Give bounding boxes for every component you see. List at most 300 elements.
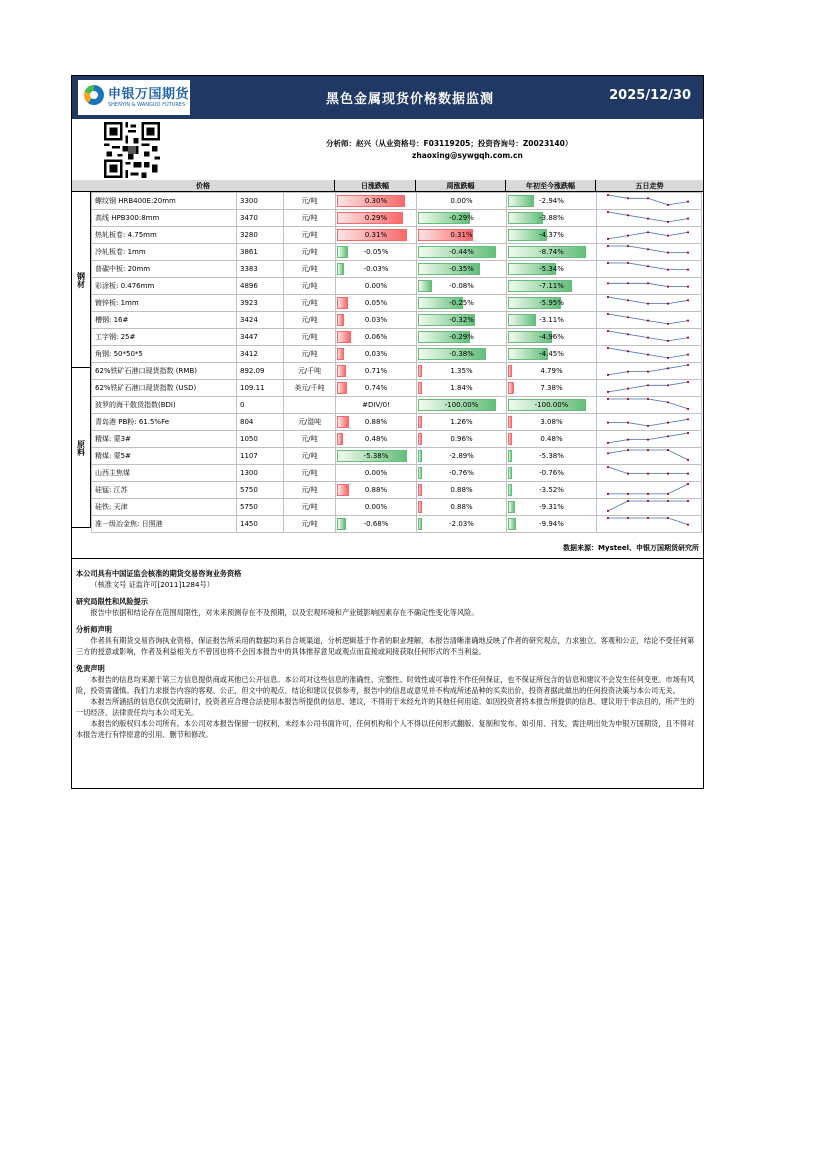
- weekly-change-value: 1.84%: [450, 384, 473, 392]
- sparkline-point: [667, 384, 669, 386]
- weekly-change: [417, 346, 507, 363]
- disclaimer-text-2: 本报告所涵括的信息仅供交流研讨，投资者应合理合法使用本报告所提供的信息、建议，不得用于未经允许的其他任何用途。如因投资者将本报告所提供的信息、建议用于非法目的，所产生的一切经济、法律责任均与本公司无关。: [76, 697, 695, 717]
- sparkline-point: [607, 510, 609, 512]
- ytd-bar: [508, 365, 512, 377]
- sparkline-point: [647, 384, 649, 386]
- table-row: [92, 499, 702, 516]
- logo-name: 申银万国期货: [108, 87, 190, 102]
- daily-bar: [337, 331, 351, 343]
- item-name-value: 62%铁矿石港口现货指数 (USD): [95, 384, 197, 392]
- weekly-bar: [418, 501, 422, 513]
- item-name-value: 62%铁矿石港口现货指数 (RMB): [95, 367, 197, 375]
- sparkline-point: [607, 245, 609, 247]
- sparkline-point: [647, 218, 649, 220]
- sparkline-chart: [600, 380, 698, 394]
- trend-sparkline: [597, 397, 702, 414]
- item-price: [237, 431, 284, 448]
- item-unit-value: 元/吨: [301, 435, 318, 443]
- table-row: [92, 295, 702, 312]
- weekly-change-value: -0.38%: [449, 350, 474, 358]
- item-price: [237, 295, 284, 312]
- item-price-value: 892.09: [240, 367, 265, 375]
- item-unit: [284, 295, 336, 312]
- item-unit-value: 元/吨: [301, 469, 318, 477]
- daily-change-value: -0.68%: [363, 520, 389, 528]
- sparkline-point: [607, 347, 609, 349]
- daily-change: [336, 312, 417, 329]
- sparkline-point: [667, 357, 669, 359]
- table-row: [92, 244, 702, 261]
- disclaimer-section: [76, 568, 698, 740]
- sparkline-chart: [600, 278, 698, 292]
- item-price-value: 4896: [240, 282, 258, 290]
- ytd-bar: [508, 467, 512, 479]
- ytd-change: [507, 516, 597, 533]
- sparkline-point: [687, 337, 689, 339]
- item-price-value: 3412: [240, 350, 258, 358]
- item-price: [237, 329, 284, 346]
- sparkline-chart: [600, 193, 698, 207]
- col-price-header: 价格: [72, 180, 335, 192]
- sparkline-point: [667, 286, 669, 288]
- trend-sparkline: [597, 499, 702, 516]
- item-name: [92, 380, 237, 397]
- sparkline-point: [687, 524, 689, 526]
- sparkline-point: [627, 299, 629, 301]
- sparkline-point: [667, 252, 669, 254]
- sparkline-line: [608, 484, 688, 494]
- trend-sparkline: [597, 227, 702, 244]
- sparkline-point: [627, 493, 629, 495]
- ytd-bar: [508, 195, 534, 207]
- daily-change-value: 0.74%: [364, 384, 388, 392]
- daily-change-value: 0.05%: [364, 299, 388, 307]
- daily-bar: [337, 297, 348, 309]
- item-name-value: 波罗的海干散货指数(BDI): [95, 401, 176, 409]
- daily-change: [336, 516, 417, 533]
- weekly-bar: [418, 382, 422, 394]
- item-unit: [284, 210, 336, 227]
- daily-bar: [337, 433, 343, 445]
- daily-change: [336, 193, 417, 210]
- sparkline-point: [647, 425, 649, 427]
- sparkline-point: [627, 473, 629, 475]
- sparkline-line: [608, 382, 688, 392]
- daily-change: [336, 278, 417, 295]
- item-name-value: 镀锌板: 1mm: [95, 299, 139, 307]
- disclaimer-heading: 免责声明: [76, 664, 105, 673]
- sparkline-point: [627, 517, 629, 519]
- weekly-change-value: -0.76%: [449, 469, 474, 477]
- item-name-value: 精煤: 蒙5#: [95, 452, 131, 460]
- ytd-change-value: -3.88%: [539, 214, 564, 222]
- item-unit-value: 元/吨: [301, 197, 318, 205]
- sparkline-point: [627, 235, 629, 237]
- table-row: [92, 278, 702, 295]
- sparkline-point: [647, 371, 649, 373]
- sparkline-point: [607, 211, 609, 213]
- ytd-change: [507, 312, 597, 329]
- price-table: [91, 192, 702, 533]
- item-unit-value: 元/吨: [301, 316, 318, 324]
- ytd-change-value: -0.76%: [539, 469, 564, 477]
- weekly-change-value: 1.26%: [450, 418, 473, 426]
- sparkline-point: [687, 418, 689, 420]
- daily-bar: [337, 365, 346, 377]
- sparkline-point: [627, 316, 629, 318]
- sparkline-line: [608, 314, 688, 324]
- sparkline-point: [667, 303, 669, 305]
- daily-change-value: -0.03%: [363, 265, 389, 273]
- table-row: [92, 516, 702, 533]
- item-name: [92, 499, 237, 516]
- weekly-change: [417, 482, 507, 499]
- weekly-change: [417, 397, 507, 414]
- analyst-email[interactable]: zhaoxing@sywgqh.com.cn: [412, 151, 523, 160]
- weekly-change: [417, 448, 507, 465]
- sparkline-point: [647, 197, 649, 199]
- sparkline-point: [607, 194, 609, 196]
- item-price: [237, 227, 284, 244]
- weekly-change-value: -0.25%: [449, 299, 474, 307]
- item-unit-value: 元/千吨: [297, 367, 322, 375]
- col-ytd-header: 年初至今涨跌幅: [506, 180, 596, 192]
- table-row: [92, 193, 702, 210]
- ytd-change: [507, 244, 597, 261]
- sparkline-chart: [600, 397, 698, 411]
- item-price-value: 5750: [240, 486, 258, 494]
- qr-code-icon: [104, 122, 160, 178]
- data-source: 数据来源：Mysteel、申银万国期货研究所: [563, 544, 699, 552]
- sparkline-chart: [600, 312, 698, 326]
- ytd-change-value: -4.96%: [539, 333, 564, 341]
- item-name-value: 彩涂板: 0.476mm: [95, 282, 155, 290]
- item-price-value: 3861: [240, 248, 258, 256]
- sparkline-point: [627, 333, 629, 335]
- item-price: [237, 278, 284, 295]
- trend-sparkline: [597, 448, 702, 465]
- item-price: [237, 380, 284, 397]
- company-logo: [78, 80, 190, 115]
- ytd-change: [507, 431, 597, 448]
- trend-sparkline: [597, 210, 702, 227]
- daily-change-value: 0.88%: [364, 486, 388, 494]
- ytd-bar: [508, 416, 512, 428]
- daily-change: [336, 329, 417, 346]
- weekly-change: [417, 227, 507, 244]
- weekly-change: [417, 465, 507, 482]
- daily-change: [336, 448, 417, 465]
- item-unit-value: 元/吨: [301, 214, 318, 222]
- sparkline-line: [608, 501, 688, 511]
- sparkline-line: [608, 365, 688, 375]
- disclaimer-text-3: 本报告的版权归本公司所有。本公司对本报告保留一切权利，未经本公司书面许可，任何机构和个人不得以任何形式翻版、复制和发布。如引用、刊发，需注明出处为申银万国期货，且不得对本报告进行有悖原意的引用、删节和修改。: [76, 719, 695, 739]
- table-row: [92, 261, 702, 278]
- sparkline-point: [607, 296, 609, 298]
- sparkline-point: [687, 231, 689, 233]
- item-price-value: 1107: [240, 452, 258, 460]
- sparkline-line: [608, 399, 688, 409]
- sparkline-point: [647, 231, 649, 233]
- sparkline-point: [647, 449, 649, 451]
- ytd-change: [507, 261, 597, 278]
- risk-heading: 研究局限性和风险提示: [76, 597, 148, 606]
- sparkline-point: [667, 204, 669, 206]
- item-price: [237, 261, 284, 278]
- table-row: [92, 227, 702, 244]
- sparkline-point: [627, 422, 629, 424]
- sparkline-point: [647, 439, 649, 441]
- item-price: [237, 448, 284, 465]
- table-row: [92, 431, 702, 448]
- sparkline-point: [627, 371, 629, 373]
- weekly-change-value: -2.03%: [449, 520, 474, 528]
- weekly-change: [417, 244, 507, 261]
- report-sheet: [71, 75, 704, 789]
- qualification-heading: 本公司具有中国证监会核准的期货交易咨询业务资格: [76, 569, 242, 578]
- item-unit: [284, 414, 336, 431]
- sparkline-chart: [600, 414, 698, 428]
- weekly-change: [417, 261, 507, 278]
- item-name-value: 槽钢: 16#: [95, 316, 129, 324]
- item-price: [237, 414, 284, 431]
- sparkline-point: [667, 401, 669, 403]
- item-unit: [284, 465, 336, 482]
- daily-bar: [337, 263, 344, 275]
- item-unit-value: 元/吨: [301, 282, 318, 290]
- analyst-statement-text: 作者具有期货交易咨询执业资格，保证报告所采用的数据均来自合规渠道，分析逻辑基于作者的职业理解，本报告清晰准确地反映了作者的研究观点，力求独立、客观和公正，结论不受任何第三方的授意或影响，作者及利益相关方不曾因也将不会因本报告中的具体推荐意见或观点而直接或间接获取任何形式的不当利益。: [76, 636, 695, 656]
- sparkline-chart: [600, 363, 698, 377]
- ytd-change-value: -5.95%: [539, 299, 564, 307]
- weekly-change: [417, 329, 507, 346]
- item-unit: [284, 278, 336, 295]
- report-title: 黑色金属现货价格数据监测: [326, 92, 495, 107]
- ytd-bar: [508, 382, 514, 394]
- sparkline-point: [667, 435, 669, 437]
- weekly-bar: [418, 450, 422, 462]
- sparkline-point: [627, 500, 629, 502]
- trend-sparkline: [597, 380, 702, 397]
- item-price: [237, 312, 284, 329]
- daily-bar: [337, 246, 348, 258]
- logo-name-en: SHENYIN & WANGUO FUTURES: [108, 102, 186, 108]
- sparkline-chart: [600, 295, 698, 309]
- trend-sparkline: [597, 278, 702, 295]
- item-name-value: 普碳中板: 20mm: [95, 265, 151, 273]
- ytd-change: [507, 363, 597, 380]
- sparkline-point: [687, 299, 689, 301]
- item-price: [237, 516, 284, 533]
- daily-change-value: 0.71%: [364, 367, 388, 375]
- daily-change: [336, 499, 417, 516]
- item-price-value: 109.11: [240, 384, 265, 392]
- sparkline-point: [647, 282, 649, 284]
- ytd-change: [507, 193, 597, 210]
- item-name: [92, 210, 237, 227]
- item-name-value: 硅锰: 江苏: [95, 486, 128, 494]
- sparkline-point: [627, 350, 629, 352]
- item-name-value: 准一级冶金焦: 日照港: [95, 520, 163, 528]
- sparkline-point: [627, 282, 629, 284]
- table-row: [92, 482, 702, 499]
- ytd-change-value: -8.74%: [539, 248, 564, 256]
- sparkline-point: [687, 320, 689, 322]
- item-price-value: 1300: [240, 469, 258, 477]
- ytd-change-value: -5.38%: [539, 452, 564, 460]
- ytd-change: [507, 397, 597, 414]
- weekly-change-value: -0.32%: [449, 316, 474, 324]
- ytd-change-value: -4.45%: [539, 350, 564, 358]
- sparkline-chart: [600, 346, 698, 360]
- qualification-text: （核准文号 证监许可[2011]1284号）: [90, 580, 214, 589]
- sparkline-point: [627, 262, 629, 264]
- trend-sparkline: [597, 346, 702, 363]
- sparkline-point: [627, 398, 629, 400]
- item-unit: [284, 193, 336, 210]
- item-unit: [284, 244, 336, 261]
- sparkline-point: [607, 262, 609, 264]
- report-date: 2025/12/30: [609, 88, 691, 103]
- daily-change-value: 0.29%: [364, 214, 388, 222]
- ytd-change-value: -2.94%: [539, 197, 564, 205]
- sparkline-point: [687, 500, 689, 502]
- risk-text: 报告中依据和结论存在范围局限性，对未来预测存在不及预期，以及宏观环境和产业链影响因素存在不确定性变化等风险。: [90, 608, 479, 617]
- weekly-change: [417, 193, 507, 210]
- trend-sparkline: [597, 193, 702, 210]
- trend-sparkline: [597, 431, 702, 448]
- divider: [72, 558, 703, 559]
- item-price: [237, 363, 284, 380]
- sparkline-point: [647, 354, 649, 356]
- sparkline-point: [607, 313, 609, 315]
- item-unit: [284, 227, 336, 244]
- item-name-value: 热轧板卷: 4.75mm: [95, 231, 157, 239]
- ytd-bar: [508, 518, 516, 530]
- sparkline-chart: [600, 261, 698, 275]
- sparkline-chart: [600, 482, 698, 496]
- item-name: [92, 261, 237, 278]
- ytd-change-value: 3.08%: [540, 418, 563, 426]
- sparkline-point: [667, 473, 669, 475]
- col-weekly-header: 周涨跌幅: [416, 180, 506, 192]
- item-price-value: 3280: [240, 231, 258, 239]
- item-name: [92, 516, 237, 533]
- item-price: [237, 193, 284, 210]
- item-unit-value: 元/吨: [301, 231, 318, 239]
- sparkline-point: [607, 466, 609, 468]
- table-row: [92, 380, 702, 397]
- trend-sparkline: [597, 261, 702, 278]
- ytd-change-value: -9.31%: [539, 503, 564, 511]
- sparkline-point: [687, 432, 689, 434]
- sparkline-point: [607, 398, 609, 400]
- ytd-change-value: -3.11%: [539, 316, 564, 324]
- daily-change-value: 0.48%: [364, 435, 388, 443]
- daily-change: [336, 465, 417, 482]
- weekly-change: [417, 295, 507, 312]
- daily-change-value: -5.38%: [363, 452, 389, 460]
- sparkline-line: [608, 450, 688, 460]
- ytd-change: [507, 278, 597, 295]
- sparkline-point: [627, 388, 629, 390]
- daily-change: [336, 346, 417, 363]
- sparkline-point: [627, 214, 629, 216]
- table-row: [92, 448, 702, 465]
- sparkline-point: [647, 337, 649, 339]
- sparkline-point: [647, 493, 649, 495]
- sparkline-point: [647, 398, 649, 400]
- daily-bar: [337, 416, 349, 428]
- ytd-change: [507, 329, 597, 346]
- daily-change: [336, 295, 417, 312]
- item-unit: [284, 397, 336, 414]
- sparkline-point: [667, 221, 669, 223]
- trend-sparkline: [597, 465, 702, 482]
- item-price-value: 3447: [240, 333, 258, 341]
- weekly-change-value: -0.29%: [449, 214, 474, 222]
- item-name-value: 高线 HPB300:8mm: [95, 214, 160, 222]
- item-unit-value: 美元/千吨: [294, 384, 325, 392]
- daily-change: [336, 261, 417, 278]
- ytd-bar: [508, 501, 515, 513]
- analyst-section: [72, 119, 703, 181]
- sparkline-point: [607, 452, 609, 454]
- ytd-change: [507, 227, 597, 244]
- sparkline-line: [608, 348, 688, 358]
- ytd-change: [507, 482, 597, 499]
- table-row: [92, 312, 702, 329]
- weekly-change: [417, 278, 507, 295]
- weekly-change-value: -0.08%: [449, 282, 474, 290]
- sparkline-chart: [600, 448, 698, 462]
- daily-change-value: -0.05%: [363, 248, 389, 256]
- sparkline-line: [608, 195, 688, 205]
- daily-change-value: #DIV/0!: [362, 401, 390, 409]
- weekly-change: [417, 380, 507, 397]
- weekly-bar: [418, 433, 422, 445]
- disclaimer-text-1: 本报告的信息均来源于第三方信息提供商或其他已公开信息。本公司对这些信息的准确性、完整性、时效性或可靠性不作任何保证，也不保证所包含的信息和建议不会发生任何变更。市场有风险，投资需谨慎。我们力求报告内容的客观、公正，但文中的观点、结论和建议仅供参考，报告中的信息或意见并不构成所述品种的买卖出价，投资者据此做出的任何投资决策与本公司无关。: [76, 675, 695, 695]
- weekly-change-value: 0.96%: [450, 435, 473, 443]
- item-unit: [284, 516, 336, 533]
- daily-change: [336, 414, 417, 431]
- item-unit: [284, 363, 336, 380]
- sparkline-chart: [600, 431, 698, 445]
- sparkline-line: [608, 331, 688, 341]
- ytd-change: [507, 414, 597, 431]
- item-name: [92, 448, 237, 465]
- sparkline-line: [608, 212, 688, 222]
- category-raw: 原料: [72, 368, 91, 528]
- item-name: [92, 295, 237, 312]
- sparkline-point: [687, 201, 689, 203]
- weekly-change-value: -0.35%: [449, 265, 474, 273]
- weekly-change-value: 0.00%: [450, 197, 473, 205]
- trend-sparkline: [597, 482, 702, 499]
- daily-change-value: 0.00%: [364, 282, 388, 290]
- sparkline-point: [647, 517, 649, 519]
- analyst-statement-heading: 分析师声明: [76, 625, 112, 634]
- ytd-change: [507, 210, 597, 227]
- sparkline-chart: [600, 210, 698, 224]
- sparkline-point: [687, 218, 689, 220]
- daily-change-value: 0.03%: [364, 316, 388, 324]
- sparkline-point: [687, 252, 689, 254]
- sparkline-point: [687, 354, 689, 356]
- sparkline-chart: [600, 329, 698, 343]
- item-name: [92, 227, 237, 244]
- ytd-change-value: -5.34%: [539, 265, 564, 273]
- item-name: [92, 482, 237, 499]
